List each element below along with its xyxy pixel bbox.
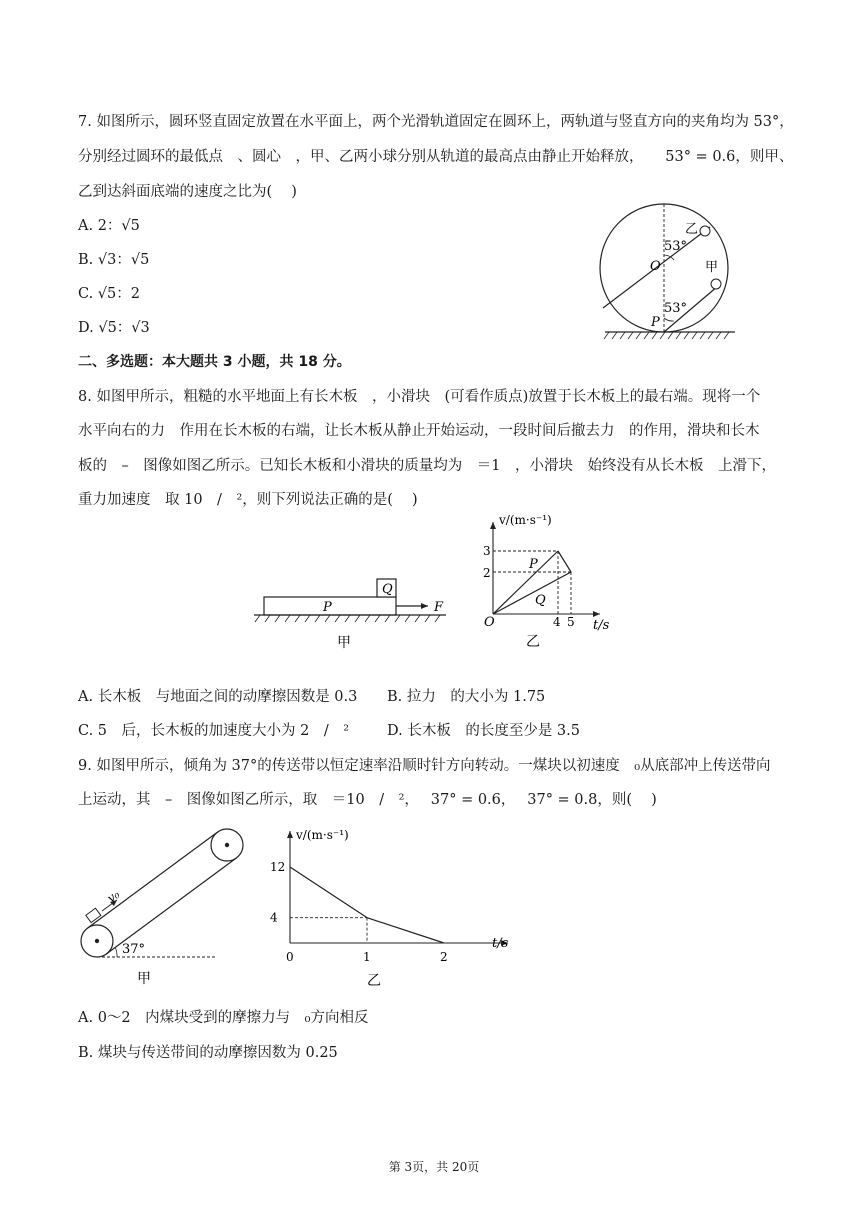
q9-v0-label: v₀	[104, 887, 123, 906]
q9-ylabel: v/(m·s⁻¹)	[296, 828, 349, 842]
q8-line-4: 重力加速度 取 10 / ²，则下列说法正确的是( )	[78, 492, 418, 508]
q7-option-a: A. 2：√5	[78, 218, 140, 234]
q9-caption-yi: 乙	[367, 973, 381, 989]
q9-ytick: 12	[270, 860, 286, 875]
section-header-multi-choice: 二、多选题：本大题共 3 小题，共 18 分。	[78, 354, 351, 370]
q8-ylabel: v/(m·s⁻¹)	[499, 513, 552, 527]
q8-force-f: F	[434, 600, 444, 615]
q8-xtick-5: 5	[567, 615, 575, 629]
q8-line-3: 板的 – 图像如图乙所示。已知长木板和小滑块的质量均为 ＝1 ，小滑块 始终没有从长木板 上滑下，	[78, 458, 776, 474]
q9-line-1: 9. 如图甲所示，倾角为 37°的传送带以恒定速率沿顺时针方向转动。一煤块以初速度 ₀从底部冲上传送带向	[78, 758, 771, 774]
q9-line-2: 上运动，其 – 图像如图乙所示，取 ＝10 / ²， 37° = 0.6， 37° = 0.8，则( )	[78, 792, 657, 808]
q8-board-p: P	[323, 600, 332, 615]
q9-figure-jia	[75, 825, 250, 990]
q7-label-p: P	[651, 315, 660, 330]
q9-xtick: 2	[440, 950, 448, 964]
q9-ytick: 4	[270, 910, 278, 925]
q9-vt-chart	[262, 825, 522, 990]
q9-xtick: 0	[286, 950, 294, 964]
q8-figure-yi	[475, 510, 625, 655]
q7-line-3: 乙到达斜面底端的速度之比为( )	[78, 184, 297, 200]
q8-caption-jia: 甲	[337, 635, 351, 651]
q8-option-b: B. 拉力 的大小为 1.75	[387, 689, 546, 705]
q8-option-d: D. 长木板 的长度至少是 3.5	[387, 723, 580, 739]
q8-ytick-2: 2	[483, 566, 491, 580]
q8-origin: O	[484, 615, 495, 630]
q9-xtick: 1	[363, 950, 371, 964]
q7-circle-figure	[595, 200, 745, 345]
q9-angle: 37°	[122, 942, 146, 957]
page-footer: 第 3页，共 20页	[388, 1160, 480, 1174]
q8-option-c: C. 5 后，长木板的加速度大小为 2 / ²	[78, 723, 350, 739]
q9-caption-jia: 甲	[137, 971, 151, 987]
q7-line-1: 7. 如图所示，圆环竖直固定放置在水平面上，两个光滑轨道固定在圆环上，两轨道与竖直方向的夹角均为 53°，	[78, 114, 794, 130]
q8-line-q	[493, 572, 571, 614]
q8-label-q: Q	[535, 593, 546, 608]
q9-option-b: B. 煤块与传送带间的动摩擦因数为 0.25	[78, 1045, 338, 1061]
q9-xlabel: t/s	[492, 936, 509, 951]
q8-block-q: Q	[382, 582, 393, 597]
q7-option-c: C. √5：2	[78, 286, 140, 302]
q7-angle-bottom: 53°	[664, 301, 688, 316]
q7-label-jia: 甲	[705, 260, 719, 275]
q8-xtick-4: 4	[553, 615, 561, 629]
q9-series-segment	[290, 867, 367, 918]
q8-caption-yi: 乙	[526, 634, 540, 650]
q8-ytick-3: 3	[483, 544, 491, 558]
q8-figure-jia	[250, 575, 450, 655]
q7-line-2: 分别经过圆环的最低点 、圆心 ，甲、乙两小球分别从轨道的最高点由静止开始释放， 53° = 0.6，则甲、	[78, 149, 794, 165]
q7-option-b: B. √3：√5	[78, 252, 150, 268]
q7-option-d: D. √5：√3	[78, 320, 150, 336]
q8-xlabel: t/s	[593, 618, 610, 633]
q9-option-a: A. 0～2 内煤块受到的摩擦力与 ₀方向相反	[78, 1010, 369, 1026]
q8-line-1: 8. 如图甲所示，粗糙的水平地面上有长木板 ，小滑块 (可看作质点)放置于长木板上的最右端。现将一个	[78, 389, 761, 405]
q8-line-2: 水平向右的力 作用在长木板的右端，让长木板从静止开始运动，一段时间后撤去力 的作用，滑块和长木	[78, 423, 760, 439]
q8-label-p: P	[529, 557, 538, 572]
q7-label-o: O	[650, 259, 661, 274]
q7-angle-top: 53°	[664, 239, 688, 254]
q7-label-yi: 乙	[685, 222, 699, 237]
q8-line-p-rise	[493, 551, 558, 614]
q8-option-a: A. 长木板 与地面之间的动摩擦因数是 0.3	[78, 689, 358, 705]
q8-line-p-fall	[558, 551, 571, 572]
q9-series-segment	[367, 918, 444, 943]
